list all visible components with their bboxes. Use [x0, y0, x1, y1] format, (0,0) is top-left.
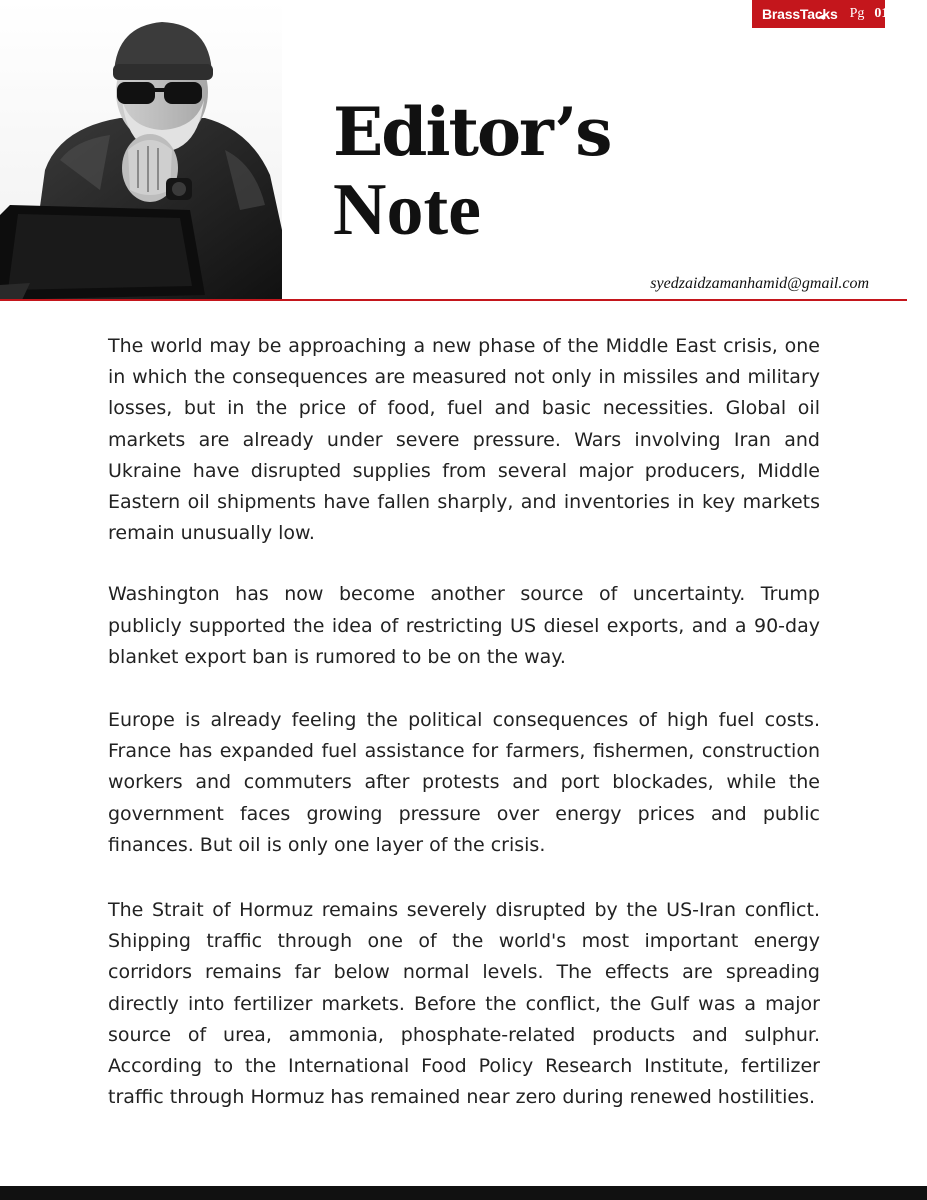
title-line-1: Editor’s: [333, 93, 611, 171]
author-photo-illustration: [0, 0, 282, 300]
page-number: 01: [874, 6, 889, 21]
page-prefix: Pg: [849, 6, 865, 21]
paragraph-2: Washington has now become another source of uncertainty. Trump publicly supported the idea of restricting US diesel exports, and a 90-day blanket export ban is rumored to be on the way.: [108, 583, 820, 668]
header-rule: [0, 299, 907, 301]
paragraph-3: Europe is already feeling the political consequences of high fuel costs. France has expanded fuel assistance for farmers, fishermen, construction workers and commuters after protests and port blockades, while the government faces growing pressure over energy prices and public finances. But oil is only one layer of the crisis.: [108, 709, 820, 856]
author-photo: [0, 0, 282, 300]
title-line-2: Note: [333, 169, 481, 251]
brand-header: [752, 0, 889, 28]
author-email: syedzaidzamanhamid@gmail.com: [650, 275, 869, 292]
brand-logo: BrassTacks: [762, 6, 838, 22]
paragraph-4: The Strait of Hormuz remains severely disrupted by the US-Iran conflict. Shipping traffic through one of the world's most important energy corridors remains far below normal levels. The effects are spreading directly into fertilizer markets. Before the conflict, the Gulf was a major source of urea, ammonia, phosphate-related products and sulphur. According to the International Food Policy Research Institute, fertilizer traffic through Hormuz has remained near zero during renewed hostilities.: [108, 899, 820, 1109]
footer-bar: [0, 1186, 927, 1200]
article-body: [108, 331, 820, 1143]
paragraph-1: The world may be approaching a new phase of the Middle East crisis, one in which the consequences are measured not only in missiles and military losses, but in the price of food, fuel and basic necessities. Global oil markets are already under severe pressure. Wars involving Iran and Ukraine have disrupted supplies from several major producers, Middle Eastern oil shipments have fallen sharply, and inventories in key markets remain unusually low.: [108, 335, 820, 545]
